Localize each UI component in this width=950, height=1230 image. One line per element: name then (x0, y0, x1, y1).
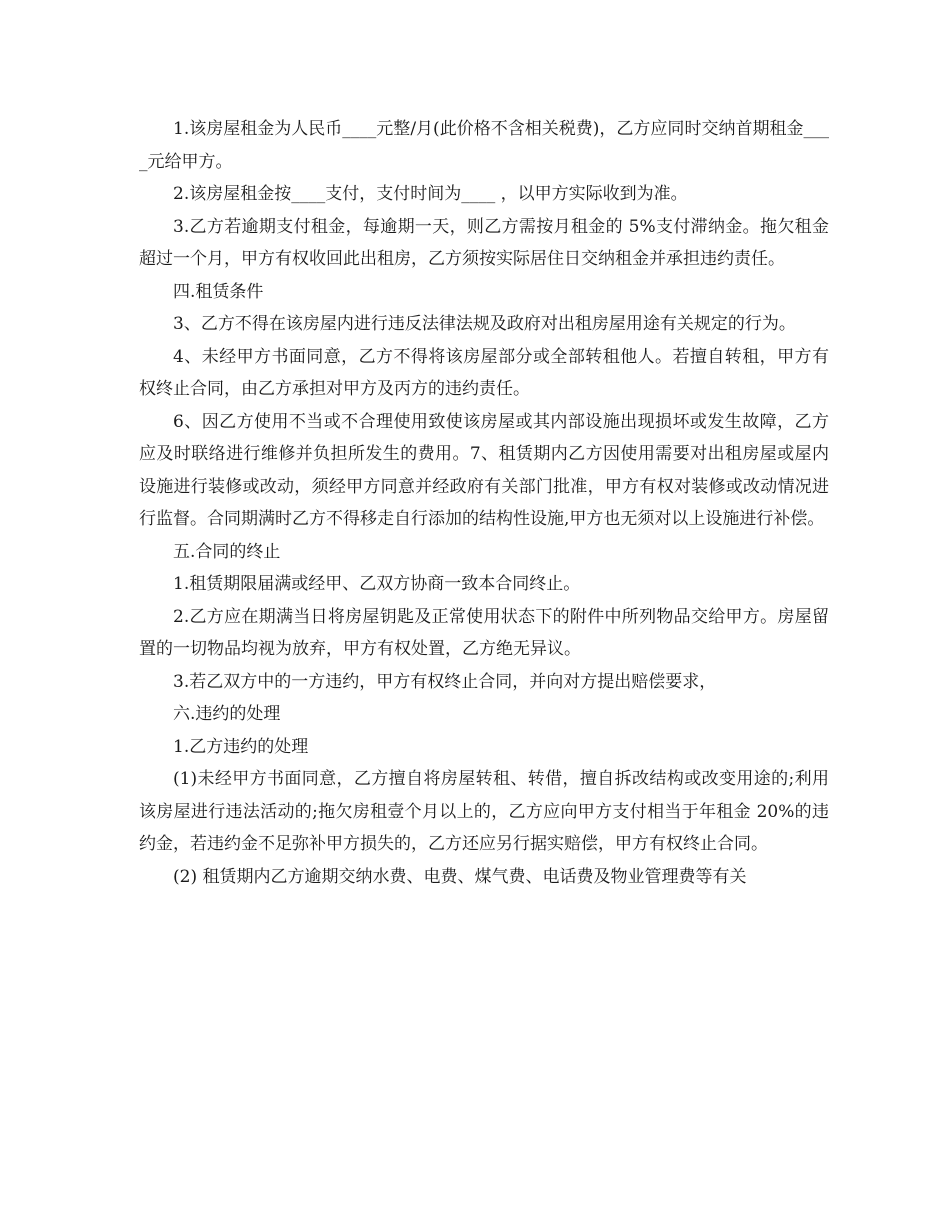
paragraph-termination-1: 1.租赁期限届满或经甲、乙双方协商一致本合同终止。 (173, 574, 581, 594)
paragraph-condition-3: 3、乙方不得在该房屋内进行违反法律法规及政府对出租房屋用途有关规定的行为。 (173, 314, 796, 334)
paragraph-rent-payment: 2.该房屋租金按____支付，支付时间为____ ，以甲方实际收到为准。 (173, 184, 688, 204)
section-heading-lease-conditions: 四.租赁条件 (173, 281, 264, 302)
paragraph-breach-1: (1)未经甲方书面同意，乙方擅自将房屋转租、转借，擅自拆改结构或改变用途的;利用该房屋进行违法活动的;拖欠房租壹个月以上的，乙方应向甲方支付相当于年租金 20%的违约金，若违约金不足弥补甲方损失的，乙方还应另行据实赔偿，甲方有权终止合同。 (139, 769, 829, 854)
paragraph-termination-2: 2.乙方应在期满当日将房屋钥匙及正常使用状态下的附件中所列物品交给甲方。房屋留置的一切物品均视为放弃，甲方有权处置，乙方绝无异议。 (139, 606, 829, 659)
section-heading-breach: 六.违约的处理 (173, 704, 281, 724)
subheading-tenant-breach: 1.乙方违约的处理 (173, 736, 309, 757)
paragraph-termination-3: 3.若乙双方中的一方违约，甲方有权终止合同，并向对方提出赔偿要求， (173, 671, 717, 692)
section-heading-termination: 五.合同的终止 (173, 541, 281, 562)
document-body (139, 113, 829, 893)
paragraph-condition-4: 4、未经甲方书面同意，乙方不得将该房屋部分或全部转租他人。若擅自转租，甲方有权终止合同，由乙方承担对甲方及丙方的违约责任。 (139, 346, 829, 399)
paragraph-condition-6-7: 6、因乙方使用不当或不合理使用致使该房屋或其内部设施出现损坏或发生故障，乙方应及时联络进行维修并负担所发生的费用。7、租赁期内乙方因使用需要对出租房屋或屋内设施进行装修或改动，须经甲方同意并经政府有关部门批准，甲方有权对装修或改动情况进行监督。合同期满时乙方不得移走自行添加的结构性设施,甲方也无须对以上设施进行补偿。 (139, 411, 829, 529)
paragraph-breach-2: (2) 租赁期内乙方逾期交纳水费、电费、煤气费、电话费及物业管理费等有关 (173, 866, 747, 887)
paragraph-rent-amount: 1.该房屋租金为人民币____元整/月(此价格不含相关税费)，乙方应同时交纳首期租金____元给甲方。 (139, 119, 829, 172)
paragraph-late-fee: 3.乙方若逾期支付租金，每逾期一天，则乙方需按月租金的 5%支付滞纳金。拖欠租金超过一个月，甲方有权收回此出租房，乙方须按实际居住日交纳租金并承担违约责任。 (139, 216, 829, 269)
